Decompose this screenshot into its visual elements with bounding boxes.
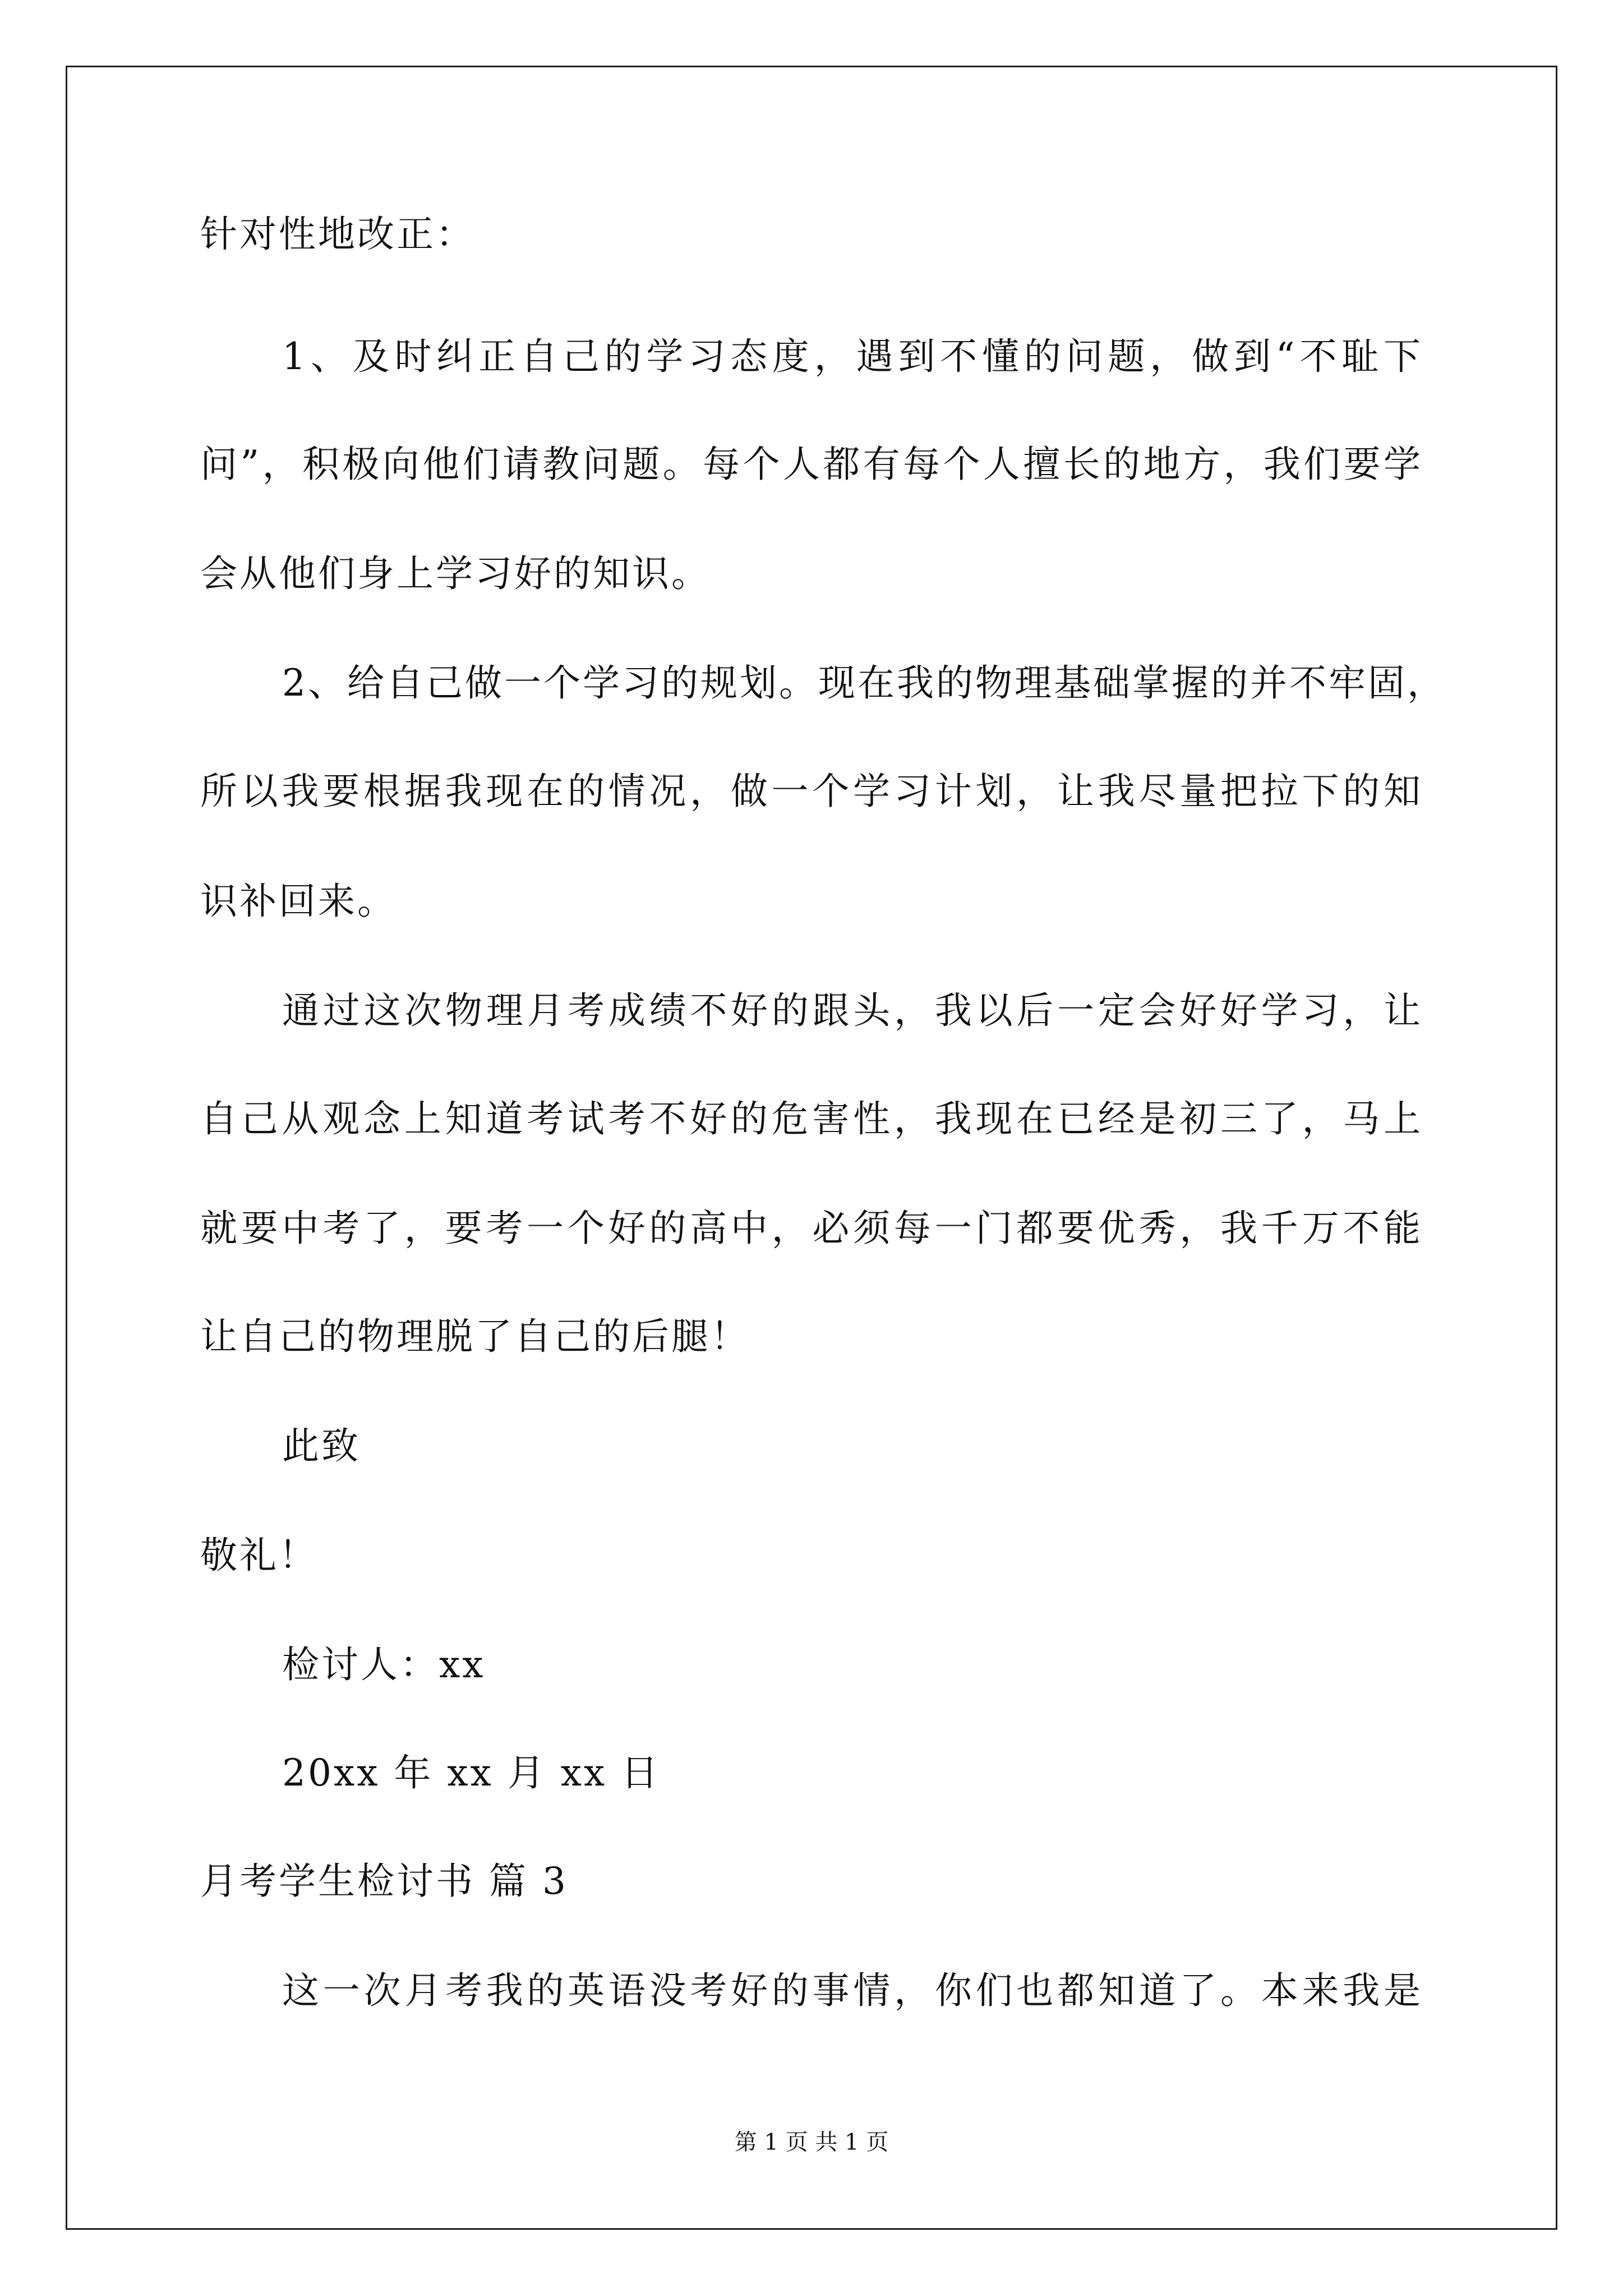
text-line: 1、及时纠正自己的学习态度，遇到不懂的问题，做到“不耻下	[282, 335, 1423, 378]
text-line: 20xx 年 xx 月 xx 日	[282, 1751, 661, 1795]
text-line: 这一次月考我的英语没考好的事情，你们也都知道了。本来我是	[282, 1969, 1423, 2012]
text-line: 就要中考了，要考一个好的高中，必须每一门都要优秀，我千万不能	[200, 1207, 1423, 1250]
text-line: 2、给自己做一个学习的规划。现在我的物理基础掌握的并不牢固，	[282, 661, 1446, 705]
text-line: 敬礼！	[200, 1534, 318, 1577]
text-line: 让自己的物理脱了自己的后腿！	[200, 1315, 750, 1358]
text-line: 此致	[282, 1424, 361, 1467]
text-line: 通过这次物理月考成绩不好的跟头，我以后一定会好好学习，让	[282, 989, 1423, 1032]
text-line: 自己从观念上知道考试考不好的危害性，我现在已经是初三了，马上	[200, 1097, 1423, 1140]
page-border	[66, 66, 1557, 2230]
text-line: 问”，积极向他们请教问题。每个人都有每个人擅长的地方，我们要学	[200, 443, 1423, 486]
text-line: 检讨人：xx	[282, 1643, 486, 1686]
text-line: 所以我要根据我现在的情况，做一个学习计划，让我尽量把拉下的知	[200, 770, 1423, 813]
page-footer: 第 1 页 共 1 页	[734, 2129, 889, 2155]
section-heading: 月考学生检讨书 篇 3	[200, 1860, 568, 1903]
text-line: 会从他们身上学习好的知识。	[200, 552, 711, 595]
text-line: 针对性地改正：	[200, 213, 475, 256]
text-line: 识补回来。	[200, 880, 396, 923]
